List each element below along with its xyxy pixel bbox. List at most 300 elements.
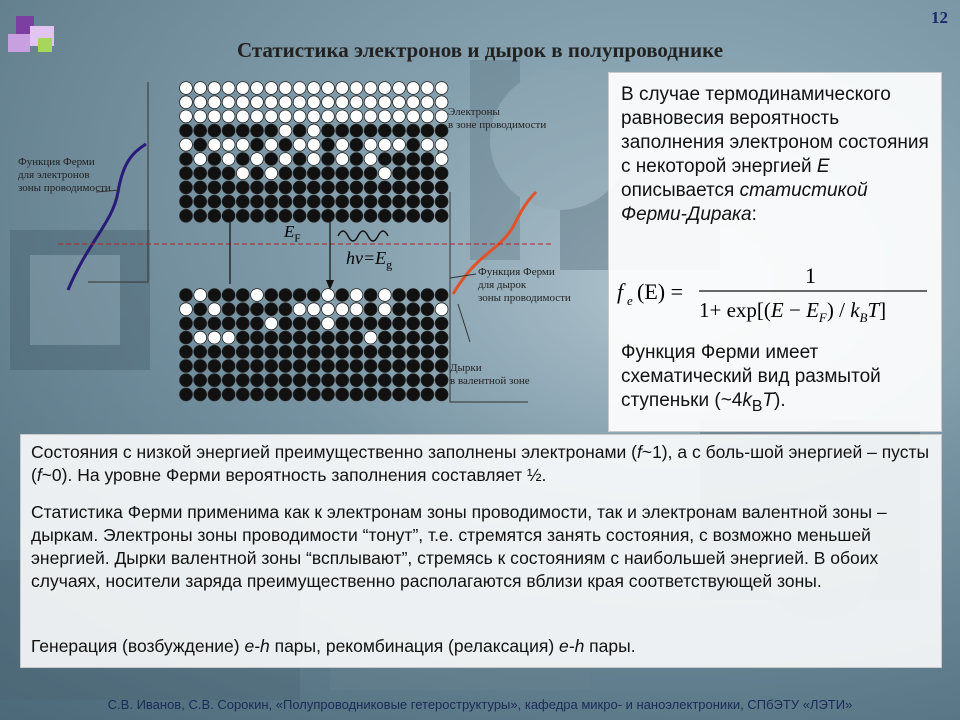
- conduction-filled-state: [279, 167, 292, 180]
- conduction-filled-state: [322, 181, 335, 194]
- conduction-filled-state: [265, 181, 278, 194]
- conduction-filled-state: [222, 195, 235, 208]
- valence-filled-state: [378, 360, 391, 373]
- conduction-filled-state: [393, 181, 406, 194]
- conduction-empty-state: [279, 82, 292, 95]
- conduction-empty-state: [435, 138, 448, 151]
- conduction-filled-state: [194, 124, 207, 137]
- formula-denominator: [699, 298, 886, 323]
- conduction-empty-state: [435, 153, 448, 166]
- conduction-filled-state: [222, 181, 235, 194]
- conduction-filled-state: [251, 138, 264, 151]
- university-logo: [8, 14, 64, 54]
- valence-filled-state: [265, 374, 278, 387]
- valence-filled-state: [180, 345, 193, 358]
- fermi-energy-symbol: E: [284, 222, 295, 241]
- valence-filled-state: [378, 345, 391, 358]
- valence-filled-state: [279, 303, 292, 316]
- conduction-filled-state: [435, 124, 448, 137]
- conduction-empty-state: [222, 110, 235, 123]
- conduction-filled-state: [208, 153, 221, 166]
- valence-empty-state: [293, 303, 306, 316]
- valence-filled-state: [236, 388, 249, 401]
- conduction-empty-state: [236, 110, 249, 123]
- valence-filled-state: [307, 345, 320, 358]
- conduction-filled-state: [236, 124, 249, 137]
- valence-empty-state: [251, 289, 264, 302]
- valence-filled-state: [364, 388, 377, 401]
- conduction-filled-state: [194, 167, 207, 180]
- text-run: статистикой Ферми-Дирака: [621, 180, 868, 225]
- valence-empty-state: [322, 289, 335, 302]
- conduction-empty-state: [180, 96, 193, 109]
- conduction-empty-state: [322, 96, 335, 109]
- formula-numerator: 1: [805, 263, 816, 288]
- conduction-empty-state: [180, 82, 193, 95]
- occupation-paragraph: [31, 441, 931, 487]
- formula-denom-ef: E: [806, 298, 819, 322]
- conduction-filled-state: [336, 195, 349, 208]
- valence-filled-state: [222, 317, 235, 330]
- fermi-electron-label-line3: зоны проводимости: [18, 182, 111, 194]
- fermi-dirac-description: [621, 83, 937, 227]
- conduction-empty-state: [236, 82, 249, 95]
- valence-filled-state: [180, 360, 193, 373]
- conduction-filled-state: [236, 209, 249, 222]
- conduction-filled-state: [208, 124, 221, 137]
- valence-empty-state: [378, 289, 391, 302]
- conduction-filled-state: [336, 124, 349, 137]
- conduction-empty-state: [350, 96, 363, 109]
- conduction-empty-state: [208, 82, 221, 95]
- valence-filled-state: [236, 289, 249, 302]
- conduction-filled-state: [265, 195, 278, 208]
- conduction-filled-state: [265, 124, 278, 137]
- footer-credits: С.В. Иванов, С.В. Сорокин, «Полупроводниковые гетероструктуры», кафедра микро- и наноэлектроники, СПбЭТУ «ЛЭТИ»: [107, 697, 853, 712]
- conduction-filled-state: [393, 195, 406, 208]
- valence-filled-state: [222, 360, 235, 373]
- conduction-empty-state: [279, 153, 292, 166]
- conduction-empty-state: [336, 153, 349, 166]
- conduction-filled-state: [350, 195, 363, 208]
- conduction-empty-state: [407, 96, 420, 109]
- valence-filled-state: [364, 289, 377, 302]
- conduction-filled-state: [208, 209, 221, 222]
- electrons-label-line2: в зоне проводимости: [448, 119, 547, 131]
- generation-paragraph: [31, 635, 931, 658]
- valence-filled-state: [279, 289, 292, 302]
- conduction-empty-state: [307, 82, 320, 95]
- conduction-filled-state: [194, 181, 207, 194]
- valence-filled-state: [407, 289, 420, 302]
- valence-filled-state: [194, 388, 207, 401]
- valence-empty-state: [322, 303, 335, 316]
- text-run: Функция Ферми имеет схематический вид размытой ступеньки (~4: [621, 342, 881, 411]
- conduction-filled-state: [407, 167, 420, 180]
- valence-filled-state: [194, 360, 207, 373]
- conduction-empty-state: [251, 96, 264, 109]
- text-run: f: [36, 465, 42, 485]
- conduction-empty-state: [307, 110, 320, 123]
- valence-filled-state: [364, 303, 377, 316]
- valence-filled-state: [236, 303, 249, 316]
- conduction-filled-state: [435, 209, 448, 222]
- valence-filled-state: [293, 331, 306, 344]
- conduction-filled-state: [421, 124, 434, 137]
- valence-filled-state: [421, 360, 434, 373]
- valence-filled-state: [350, 388, 363, 401]
- valence-filled-state: [336, 289, 349, 302]
- conduction-empty-state: [194, 153, 207, 166]
- valence-filled-state: [378, 374, 391, 387]
- valence-filled-state: [421, 374, 434, 387]
- conduction-empty-state: [336, 96, 349, 109]
- holes-label-pointer: [458, 304, 470, 342]
- conduction-filled-state: [322, 124, 335, 137]
- valence-filled-state: [180, 317, 193, 330]
- text-run: Состояния с низкой энергией преимущественно заполнены электронами (: [31, 442, 637, 462]
- conduction-filled-state: [378, 195, 391, 208]
- valence-empty-state: [350, 289, 363, 302]
- valence-filled-state: [421, 331, 434, 344]
- valence-filled-state: [393, 374, 406, 387]
- formula-f-sub: e: [627, 293, 633, 308]
- text-run: ~0). На уровне Ферми вероятность заполнения составляет ½.: [41, 465, 547, 485]
- conduction-filled-state: [293, 195, 306, 208]
- conduction-empty-state: [194, 110, 207, 123]
- valence-filled-state: [180, 374, 193, 387]
- valence-filled-state: [435, 289, 448, 302]
- valence-filled-state: [194, 374, 207, 387]
- conduction-filled-state: [307, 181, 320, 194]
- conduction-empty-state: [435, 110, 448, 123]
- valence-filled-state: [336, 331, 349, 344]
- conduction-filled-state: [378, 181, 391, 194]
- valence-filled-state: [393, 388, 406, 401]
- valence-filled-state: [350, 331, 363, 344]
- valence-filled-state: [293, 360, 306, 373]
- formula-denom-k: k: [850, 298, 860, 322]
- valence-filled-state: [251, 303, 264, 316]
- formula-denom-part-c: ]: [879, 298, 887, 322]
- valence-filled-state: [307, 388, 320, 401]
- conduction-filled-state: [435, 195, 448, 208]
- valence-filled-state: [435, 345, 448, 358]
- formula-denom-f-sub: F: [818, 310, 827, 323]
- valence-filled-state: [378, 317, 391, 330]
- valence-band-states: [180, 289, 448, 401]
- valence-filled-state: [222, 289, 235, 302]
- valence-filled-state: [208, 345, 221, 358]
- text-run: f: [636, 442, 642, 462]
- valence-filled-state: [393, 331, 406, 344]
- text-run: В случае термодинамического равновесия вероятность заполнения электроном состояния с некоторой энергией: [621, 84, 929, 177]
- conduction-empty-state: [279, 96, 292, 109]
- conduction-filled-state: [378, 209, 391, 222]
- conduction-filled-state: [407, 138, 420, 151]
- conduction-filled-state: [322, 195, 335, 208]
- conduction-filled-state: [293, 124, 306, 137]
- conduction-empty-state: [378, 167, 391, 180]
- valence-filled-state: [251, 345, 264, 358]
- fermi-hole-label-line3: зоны проводимости: [478, 292, 571, 304]
- valence-filled-state: [421, 289, 434, 302]
- conduction-empty-state: [364, 153, 377, 166]
- conduction-filled-state: [407, 209, 420, 222]
- text-run: ~1), а с боль-шой энергией – пусты (: [31, 442, 930, 485]
- conduction-filled-state: [251, 124, 264, 137]
- conduction-empty-state: [222, 82, 235, 95]
- conduction-empty-state: [435, 96, 448, 109]
- conduction-empty-state: [336, 138, 349, 151]
- valence-filled-state: [407, 303, 420, 316]
- conduction-empty-state: [180, 110, 193, 123]
- conduction-filled-state: [194, 138, 207, 151]
- valence-filled-state: [222, 303, 235, 316]
- valence-filled-state: [435, 360, 448, 373]
- text-run: Генерация (возбуждение): [31, 636, 245, 656]
- conduction-empty-state: [251, 82, 264, 95]
- fermi-dirac-textbox: [608, 72, 942, 432]
- conduction-empty-state: [364, 138, 377, 151]
- conduction-empty-state: [208, 110, 221, 123]
- valence-filled-state: [378, 388, 391, 401]
- photon-wave: [338, 231, 388, 241]
- conduction-filled-state: [421, 181, 434, 194]
- conduction-filled-state: [236, 181, 249, 194]
- conduction-filled-state: [435, 181, 448, 194]
- conduction-filled-state: [180, 195, 193, 208]
- valence-filled-state: [293, 345, 306, 358]
- valence-filled-state: [279, 345, 292, 358]
- text-run: :: [751, 204, 757, 225]
- valence-filled-state: [435, 331, 448, 344]
- conduction-filled-state: [180, 153, 193, 166]
- conduction-filled-state: [364, 195, 377, 208]
- text-run: e-h: [244, 636, 270, 656]
- valence-filled-state: [265, 331, 278, 344]
- valence-empty-state: [336, 303, 349, 316]
- statistics-explanation-box: [20, 434, 942, 668]
- conduction-filled-state: [336, 181, 349, 194]
- conduction-filled-state: [293, 153, 306, 166]
- conduction-empty-state: [293, 110, 306, 123]
- conduction-empty-state: [222, 138, 235, 151]
- conduction-filled-state: [279, 209, 292, 222]
- conduction-empty-state: [222, 96, 235, 109]
- valence-filled-state: [407, 374, 420, 387]
- conduction-band-states: [180, 82, 448, 223]
- conduction-empty-state: [350, 82, 363, 95]
- valence-filled-state: [251, 374, 264, 387]
- valence-filled-state: [393, 289, 406, 302]
- conduction-filled-state: [180, 167, 193, 180]
- text-run: ).: [774, 390, 786, 411]
- valence-filled-state: [208, 388, 221, 401]
- valence-filled-state: [322, 374, 335, 387]
- valence-filled-state: [364, 360, 377, 373]
- conduction-filled-state: [208, 181, 221, 194]
- conduction-empty-state: [265, 167, 278, 180]
- valence-filled-state: [435, 374, 448, 387]
- valence-filled-state: [180, 388, 193, 401]
- valence-filled-state: [421, 345, 434, 358]
- text-run: пары, рекомбинация (релаксация): [269, 636, 560, 656]
- conduction-empty-state: [180, 138, 193, 151]
- valence-filled-state: [350, 317, 363, 330]
- conduction-filled-state: [265, 209, 278, 222]
- conduction-empty-state: [322, 82, 335, 95]
- formula-denom-minus: −: [783, 298, 807, 322]
- conduction-filled-state: [393, 124, 406, 137]
- conduction-filled-state: [407, 153, 420, 166]
- valence-filled-state: [208, 317, 221, 330]
- valence-filled-state: [364, 345, 377, 358]
- conduction-empty-state: [293, 82, 306, 95]
- conduction-filled-state: [322, 138, 335, 151]
- conduction-empty-state: [251, 110, 264, 123]
- conduction-filled-state: [251, 167, 264, 180]
- conduction-filled-state: [350, 138, 363, 151]
- text-run: описывается: [621, 180, 740, 201]
- conduction-empty-state: [265, 82, 278, 95]
- valence-filled-state: [435, 317, 448, 330]
- valence-filled-state: [236, 360, 249, 373]
- conduction-filled-state: [194, 209, 207, 222]
- conduction-filled-state: [336, 209, 349, 222]
- conduction-filled-state: [407, 195, 420, 208]
- conduction-filled-state: [350, 209, 363, 222]
- holes-label: [450, 362, 530, 388]
- valence-filled-state: [407, 331, 420, 344]
- conduction-empty-state: [307, 138, 320, 151]
- valence-empty-state: [350, 303, 363, 316]
- conduction-empty-state: [194, 82, 207, 95]
- conduction-filled-state: [421, 153, 434, 166]
- fermi-energy-label: [284, 222, 301, 244]
- conduction-empty-state: [421, 110, 434, 123]
- conduction-empty-state: [222, 153, 235, 166]
- valence-empty-state: [307, 303, 320, 316]
- valence-filled-state: [293, 388, 306, 401]
- conduction-filled-state: [194, 195, 207, 208]
- conduction-empty-state: [407, 110, 420, 123]
- conduction-filled-state: [208, 195, 221, 208]
- valence-filled-state: [194, 345, 207, 358]
- conduction-filled-state: [307, 167, 320, 180]
- conduction-empty-state: [322, 110, 335, 123]
- conduction-empty-state: [208, 138, 221, 151]
- conduction-empty-state: [307, 153, 320, 166]
- valence-filled-state: [251, 317, 264, 330]
- conduction-filled-state: [322, 153, 335, 166]
- valence-filled-state: [307, 374, 320, 387]
- conduction-filled-state: [293, 209, 306, 222]
- conduction-empty-state: [393, 96, 406, 109]
- fermi-hole-label-line2: для дырок: [478, 279, 527, 291]
- valence-filled-state: [407, 360, 420, 373]
- valence-filled-state: [322, 360, 335, 373]
- conduction-filled-state: [421, 167, 434, 180]
- conduction-filled-state: [364, 209, 377, 222]
- valence-filled-state: [350, 360, 363, 373]
- slide-number: 12: [931, 8, 948, 27]
- conduction-filled-state: [307, 195, 320, 208]
- conduction-empty-state: [378, 138, 391, 151]
- valence-filled-state: [251, 331, 264, 344]
- conduction-filled-state: [307, 209, 320, 222]
- formula-f: f: [617, 279, 624, 304]
- electrons-label: [448, 106, 546, 132]
- electrons-label-line1: Электроны: [448, 106, 500, 118]
- valence-filled-state: [265, 303, 278, 316]
- conduction-filled-state: [407, 181, 420, 194]
- conduction-empty-state: [421, 138, 434, 151]
- valence-filled-state: [435, 388, 448, 401]
- conduction-empty-state: [194, 96, 207, 109]
- conduction-empty-state: [208, 96, 221, 109]
- formula-denom-b-sub: B: [859, 310, 868, 323]
- valence-empty-state: [265, 317, 278, 330]
- valence-filled-state: [208, 360, 221, 373]
- valence-filled-state: [194, 317, 207, 330]
- valence-filled-state: [265, 360, 278, 373]
- conduction-empty-state: [265, 110, 278, 123]
- valence-filled-state: [393, 345, 406, 358]
- conduction-filled-state: [208, 167, 221, 180]
- valence-filled-state: [208, 374, 221, 387]
- fermi-hole-label: [478, 266, 571, 305]
- valence-filled-state: [307, 360, 320, 373]
- valence-filled-state: [421, 388, 434, 401]
- valence-empty-state: [180, 303, 193, 316]
- valence-empty-state: [222, 331, 235, 344]
- text-run: B: [751, 397, 763, 415]
- formula-denom-part-b: ) /: [826, 298, 851, 322]
- conduction-filled-state: [236, 195, 249, 208]
- conduction-empty-state: [378, 82, 391, 95]
- photon-energy-text: hν=E: [346, 248, 387, 268]
- conduction-empty-state: [279, 124, 292, 137]
- valence-empty-state: [208, 331, 221, 344]
- conduction-filled-state: [279, 138, 292, 151]
- conduction-empty-state: [378, 96, 391, 109]
- conduction-filled-state: [350, 124, 363, 137]
- valence-filled-state: [194, 303, 207, 316]
- valence-filled-state: [393, 303, 406, 316]
- conduction-filled-state: [322, 209, 335, 222]
- conduction-filled-state: [421, 195, 434, 208]
- valence-filled-state: [336, 360, 349, 373]
- formula-lhs-arg: (E) =: [637, 279, 683, 304]
- formula-denom-e: E: [770, 298, 784, 322]
- conduction-filled-state: [222, 167, 235, 180]
- valence-filled-state: [265, 289, 278, 302]
- valence-filled-state: [322, 388, 335, 401]
- valence-filled-state: [421, 317, 434, 330]
- conduction-filled-state: [180, 209, 193, 222]
- valence-filled-state: [251, 388, 264, 401]
- conduction-filled-state: [336, 167, 349, 180]
- valence-filled-state: [307, 331, 320, 344]
- conduction-filled-state: [393, 167, 406, 180]
- conduction-filled-state: [421, 209, 434, 222]
- conduction-empty-state: [364, 96, 377, 109]
- valence-filled-state: [279, 360, 292, 373]
- conduction-filled-state: [364, 167, 377, 180]
- valence-filled-state: [222, 388, 235, 401]
- conduction-empty-state: [307, 124, 320, 137]
